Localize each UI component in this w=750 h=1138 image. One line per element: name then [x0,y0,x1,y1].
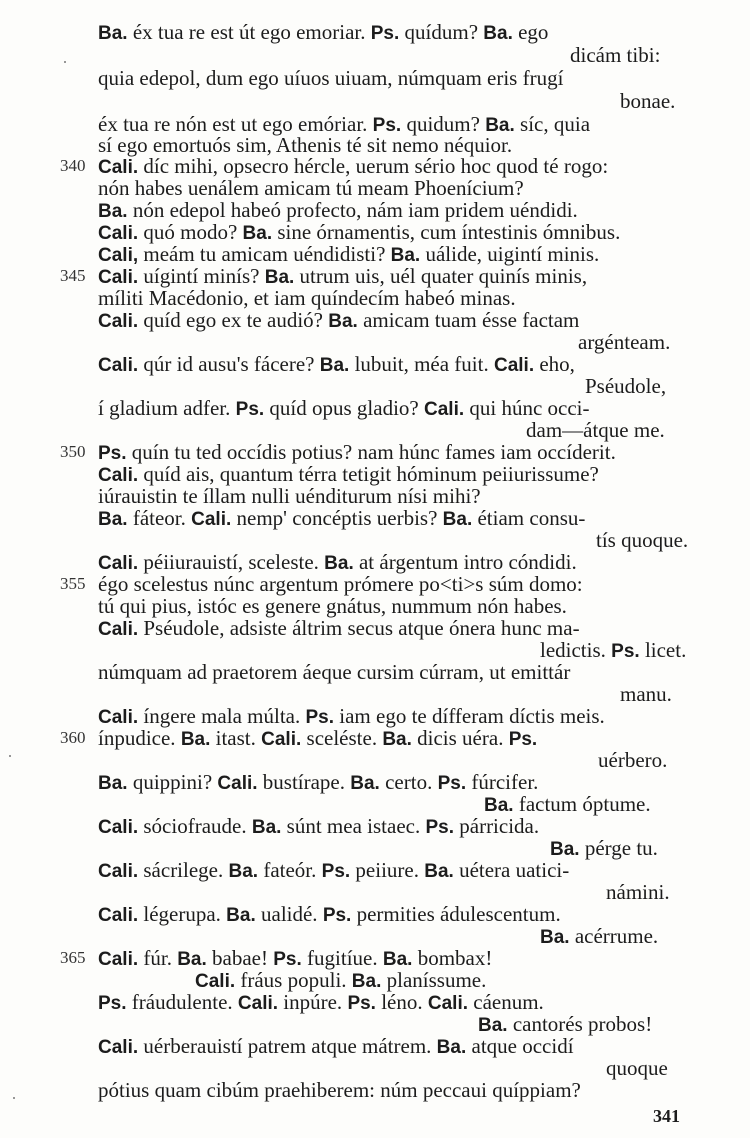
dialogue-text: iam ego te dífferam díctis meis. [334,704,605,728]
speaker-label: Ba. [382,949,413,970]
verse-line [0,1013,750,1035]
verse-line [0,419,750,441]
speaker-label: Ba. [478,1015,508,1036]
verse-line [0,397,750,419]
speaker-label: Ba. [351,971,382,992]
verse-line [0,485,750,507]
dialogue-text: uérbero. [598,748,668,772]
dialogue-text: númquam ad praetorem áeque cursim cúrram, ut emittár [98,660,571,684]
speaker-label: Ba. [98,773,128,794]
speaker-label: Cali. [98,1037,139,1058]
dialogue-text: qui húnc occi- [464,396,590,420]
speaker-label: Ps. [273,949,302,970]
verse-line [0,177,750,199]
speaker-label: Ba. [424,861,454,882]
dialogue-text: lubuit, méa fuit. [349,352,494,376]
dialogue-text: bombax! [412,946,493,970]
verse-line [0,67,750,89]
verse-line [0,507,750,529]
speaker-label: Ba. [251,817,282,838]
speaker-label: Ps. [321,861,351,882]
dialogue-text: babae! [206,946,274,970]
speaker-label: Ps. [98,993,127,1014]
verse-line [0,969,750,991]
line-text [606,881,670,903]
dialogue-text: léno. [375,990,428,1014]
dialogue-text: fráus populi. [235,968,352,992]
line-number: 350 [60,442,86,461]
dialogue-text: uétera uatici- [453,858,570,882]
dialogue-text: dicám tibi: [570,43,661,67]
dialogue-text: íngere mala múlta. [138,704,306,728]
verse-line [0,617,750,639]
speaker-label: Ba. [180,729,211,750]
dialogue-text: égo scelestus núnc argentum prómere po<ti>s súm domo: [98,572,583,596]
dialogue-text: légerupa. [138,902,227,926]
dialogue-text: sine órnamentis, cum íntestinis ómnibus. [272,220,621,244]
verse-line [0,1057,750,1079]
verse-line [0,639,750,661]
dialogue-text: ledictis. [540,638,612,662]
speaker-label: Ps. [322,905,352,926]
verse-line [0,925,750,947]
speaker-label: Ps. [305,707,335,728]
dialogue-text: díc mihi, opsecro hércle, uerum sério hoc quod té rogo: [138,154,609,178]
line-text [98,903,561,927]
dialogue-text: quoque [606,1056,668,1080]
dialogue-text: licet. [639,638,687,662]
verse-line [0,44,750,66]
dialogue-text: míliti Macédonio, et iam quíndecím habeó minas. [98,286,516,310]
dialogue-text: quó modo? [138,220,243,244]
dialogue-text: bonae. [620,89,676,113]
speaker-label: Ps. [508,729,538,750]
speaker-label: Ba. [485,115,515,136]
dialogue-text: tú qui pius, istóc es genere gnátus, nummum nón habes. [98,594,567,618]
line-text [540,925,658,949]
verse-line [0,947,750,969]
speaker-label: Ps. [425,817,454,838]
speaker-label: Ba. [264,267,295,288]
verse-line [0,683,750,705]
dialogue-text: planíssume. [381,968,487,992]
verse-line [0,573,750,595]
dialogue-text: fugitíue. [301,946,383,970]
dialogue-text: quín tu ted occídis potius? nam húnc fames iam occíderit. [126,440,616,464]
speaker-label: Cali. [237,993,279,1014]
line-text [98,67,563,89]
verse-line [0,441,750,463]
speaker-label: Cali. [195,971,236,992]
verse-line [0,309,750,331]
verse-line [0,1035,750,1057]
line-text [98,859,569,883]
speaker-label: Cali. [98,553,139,574]
verse-line [0,221,750,243]
verse-line [0,705,750,727]
line-text [98,815,539,839]
verse-line [0,529,750,551]
speaker-label: Ba. [319,355,350,376]
verse-line [0,903,750,925]
dialogue-text: uálide, uigintí minis. [420,242,600,266]
line-number: 365 [60,948,86,967]
line-text [620,90,675,112]
speaker-label: Ba. [226,905,256,926]
verse-line [0,21,750,43]
speaker-label: Cali. [98,707,139,728]
verse-line [0,749,750,771]
verse-line [0,595,750,617]
dialogue-text: tís quoque. [596,528,689,552]
speaker-label: Ba. [328,311,358,332]
verse-line [0,661,750,683]
dialogue-text: atque occidí [466,1034,574,1058]
verse-line [0,881,750,903]
dialogue-text: quíd opus gladio? [264,396,424,420]
dialogue-text: manu. [620,682,672,706]
dialogue-text: cáenum. [468,990,544,1014]
speaker-label: Cali. [261,729,302,750]
line-number: 360 [60,728,86,747]
line-number: 340 [60,156,86,175]
speaker-label: Cali. [98,817,139,838]
dialogue-text: amicam tuam ésse factam [357,308,580,332]
dialogue-text: qúr id ausu's fácere? [138,352,320,376]
line-text [98,287,516,309]
dialogue-text: námini. [606,880,670,904]
verse-line [0,134,750,156]
dialogue-text: uígintí minís? [138,264,265,288]
dialogue-text: pérge tu. [579,836,658,860]
speaker-label: Ba. [324,553,354,574]
dialogue-text: meám tu amicam uéndidisti? [138,242,391,266]
line-text [98,595,567,617]
speaker-label: Cali. [98,619,139,640]
line-text [98,309,579,333]
line-text [98,617,580,641]
speaker-label: Ba. [442,509,473,530]
verse-line [0,463,750,485]
dialogue-text: nón edepol habeó profecto, nám iam pridem uéndidi. [127,198,578,222]
dialogue-text: factum óptume. [513,792,651,816]
speaker-label: Ba. [177,949,207,970]
speaker-label: Ba. [483,23,513,44]
verse-line [0,375,750,397]
line-text [526,419,665,441]
line-text [578,331,670,353]
speaker-label: Ba. [540,927,570,948]
dialogue-text: utrum uis, uél quater quinís minis, [294,264,588,288]
speaker-label: Cali. [217,773,258,794]
line-number: 355 [60,574,86,593]
dialogue-text: fáteor. [127,506,192,530]
speaker-label: Cali. [98,311,139,332]
dialogue-text: argénteam. [578,330,671,354]
speaker-label: Ps. [372,115,402,136]
verse-line [0,113,750,135]
dialogue-text: súnt mea istaec. [281,814,426,838]
dialogue-text: quidum? [401,112,486,136]
dialogue-text: fateór. [258,858,322,882]
speaker-label: Ba. [98,509,128,530]
line-text [596,529,688,551]
speaker-label: Ps. [235,399,265,420]
verse-line [0,331,750,353]
verse-line [0,793,750,815]
dialogue-text: cantorés probos! [507,1012,653,1036]
speaker-label: Cali. [191,509,232,530]
speaker-label: Ba. [382,729,412,750]
dialogue-text: éx tua re est út ego emoriar. [127,20,371,44]
page-number: 341 [653,1106,680,1126]
verse-line [0,771,750,793]
dialogue-text: fúrcifer. [466,770,539,794]
speaker-label: Cali, [98,245,139,266]
verse-line [0,90,750,112]
verse-line [0,1079,750,1101]
dialogue-text: dam—átque me. [526,418,665,442]
speaker-label: Cali. [98,223,139,244]
speaker-label: Cali. [98,465,139,486]
line-text [98,1035,574,1059]
speaker-label: Ps. [611,641,640,662]
speaker-label: Cali. [98,267,139,288]
dialogue-text: sí ego emortuós sim, Athenis té sit nemo néquior. [98,133,513,157]
verse-line [0,243,750,265]
dialogue-text: quia edepol, dum ego uíuos uiuam, númquam eris frugí [98,66,564,90]
dialogue-text: fúr. [138,946,178,970]
line-text [98,661,570,683]
speaker-label: Cali. [424,399,465,420]
speaker-label: Ba. [484,795,514,816]
speaker-label: Cali. [98,949,139,970]
line-number: 345 [60,266,86,285]
speaker-label: Cali. [427,993,468,1014]
verse-line [0,815,750,837]
speaker-label: Ps. [370,23,400,44]
line-text [98,177,524,199]
dialogue-text: quippini? [127,770,218,794]
dialogue-text: fráudulente. [126,990,238,1014]
verse-line [0,265,750,287]
line-text [98,991,544,1015]
speaker-label: Ps. [437,773,467,794]
verse-line [0,199,750,221]
speaker-label: Cali. [493,355,535,376]
line-text [98,353,575,377]
speaker-label: Ba. [98,23,128,44]
dialogue-text: nemp' concéptis uerbis? [231,506,443,530]
dialogue-text: í gladium adfer. [98,396,236,420]
dialogue-text: inpúre. [278,990,348,1014]
dialogue-text: étiam consu- [472,506,586,530]
dialogue-text: Pséudole, adsiste áltrim secus atque ónera hunc ma- [138,616,580,640]
speaker-label: Ba. [350,773,380,794]
line-text [98,507,585,531]
line-text [98,573,583,595]
verse-line [0,155,750,177]
speaker-label: Ps. [98,443,127,464]
speaker-label: Ba. [98,201,128,222]
dialogue-text: ínpudice. [98,726,181,750]
verse-line [0,287,750,309]
line-text [98,1079,581,1101]
speaker-label: Cali. [98,355,139,376]
verse-line [0,859,750,881]
dialogue-text: permities ádulescentum. [351,902,561,926]
dialogue-text: nón habes uenálem amicam tú meam Phoenícium? [98,176,524,200]
speaker-label: Ba. [436,1037,467,1058]
dialogue-text: peiiure. [350,858,425,882]
line-text [598,749,667,771]
dialogue-text: párricida. [454,814,540,838]
line-text [98,397,590,421]
speaker-label: Cali. [98,905,139,926]
dialogue-text: Pséudole, [585,374,667,398]
dialogue-text: itast. [210,726,262,750]
dialogue-text: sceléste. [301,726,383,750]
dialogue-text: éx tua re nón est ut ego emóriar. [98,112,373,136]
line-text [606,1057,668,1079]
dialogue-text: sácrilege. [138,858,229,882]
line-text [98,134,512,156]
verse-line [0,991,750,1013]
dialogue-text: pótius quam cibúm praehiberem: núm peccaui quíppiam? [98,1078,581,1102]
verse-line [0,837,750,859]
dialogue-text: certo. [379,770,438,794]
line-text [98,771,538,795]
dialogue-text: ualidé. [255,902,323,926]
dialogue-text: quíd ego ex te audió? [138,308,329,332]
line-text [98,727,537,751]
verse-line [0,353,750,375]
dialogue-text: dicis uéra. [411,726,509,750]
verse-line [0,727,750,749]
line-text [98,485,481,507]
dialogue-text: quídum? [399,20,484,44]
speaker-label: Ba. [242,223,273,244]
dialogue-text: quíd ais, quantum térra tetigit hóminum peiiurissume? [138,462,599,486]
dialogue-text: acérrume. [569,924,659,948]
dialogue-text: péiiurauistí, sceleste. [138,550,325,574]
speaker-label: Ba. [390,245,421,266]
dialogue-text: bustírape. [257,770,351,794]
dialogue-text: iúrauistin te íllam nulli uénditurum nísi mihi? [98,484,481,508]
speaker-label: Ba. [228,861,259,882]
speaker-label: Cali. [98,861,139,882]
speaker-label: Ps. [347,993,376,1014]
dialogue-text: at árgentum intro cóndidi. [353,550,577,574]
dialogue-text: uérberauistí patrem atque mátrem. [138,1034,437,1058]
speaker-label: Cali. [98,157,139,178]
dialogue-text: ego [512,20,549,44]
line-text [620,683,672,705]
line-text [98,21,548,45]
dialogue-text: sóciofraude. [138,814,252,838]
speaker-label: Ba. [550,839,580,860]
line-text [570,44,660,66]
dialogue-text: eho, [534,352,575,376]
verse-line [0,551,750,573]
line-text [585,375,666,397]
dialogue-text: síc, quia [514,112,591,136]
